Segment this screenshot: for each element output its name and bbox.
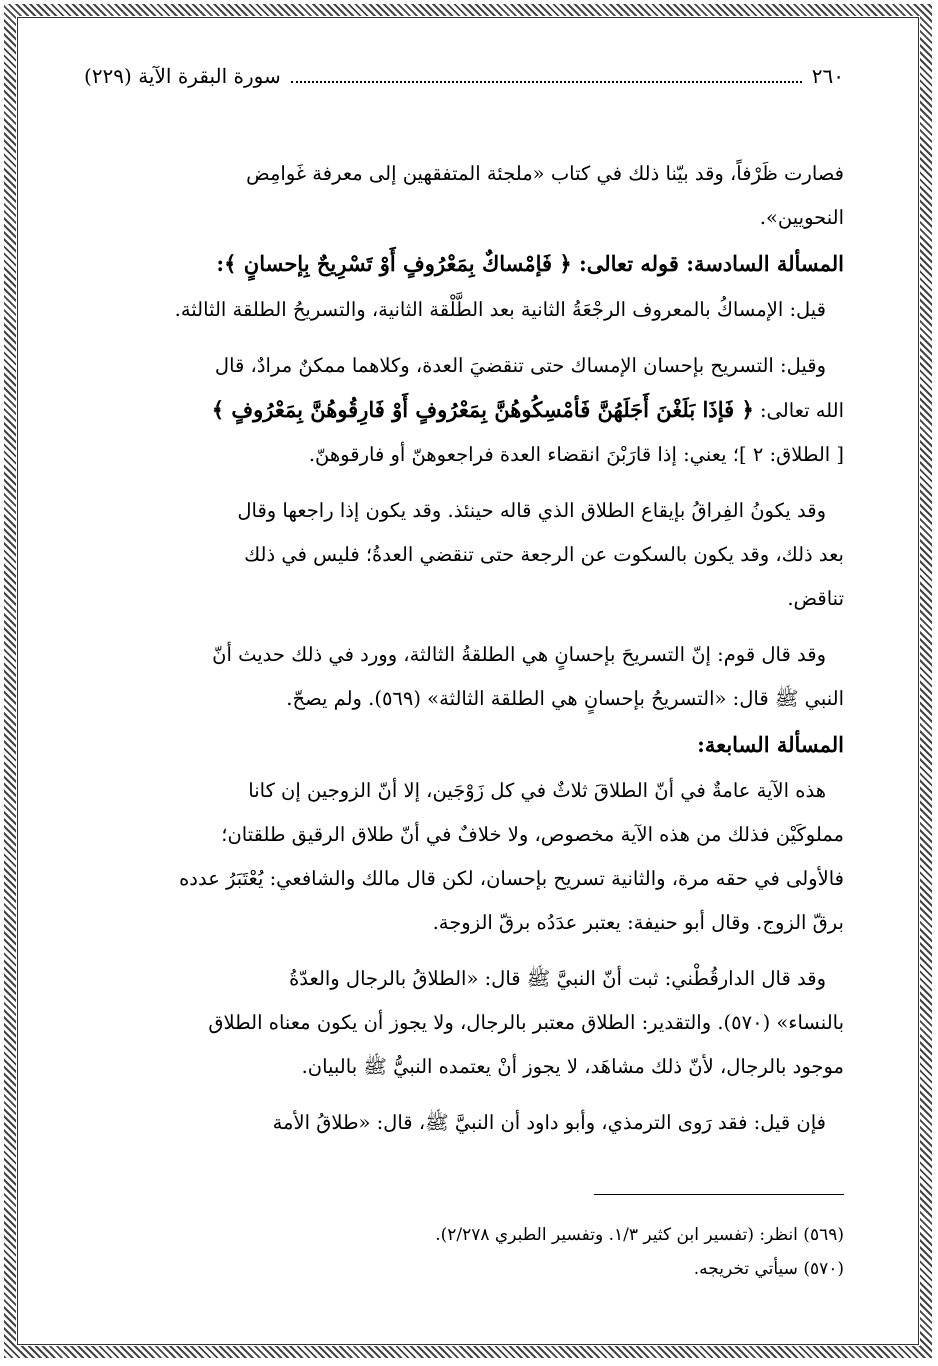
paragraph-line: فصارت ظَرْفاً، وقد بيّنا ذلك في كتاب «ملجئة المتفقهين إلى معرفة غَوامِض bbox=[246, 162, 844, 185]
paragraph-line: وقد يكونُ الفِراقُ بإيقاع الطلاق الذي قاله حينئذ. وقد يكون إذا راجعها وقال bbox=[237, 499, 826, 522]
paragraph-line: النبي ﷺ قال: «التسريحُ بإحسانٍ هي الطلقة الثالثة» (٥٦٩). ولم يصحّ. bbox=[286, 687, 844, 710]
quran-intro: الله تعالى: bbox=[759, 399, 844, 422]
paragraph-line: قيل: الإمساكُ بالمعروف الرجْعَةُ الثانية بعد الطَّلْقة الثانية، والتسريحُ الطلقة الثالثة. bbox=[174, 298, 826, 321]
paragraph-line: [ الطلاق: ٢ ]؛ يعني: إذا قارَبْنَ انقضاء العدة فراجعوهنّ أو فارقوهنّ. bbox=[308, 443, 844, 466]
paragraph-line: وقد قال قوم: إنّ التسريحَ بإحسانٍ هي الطلقةُ الثالثة، وورد في ذلك حديث أنّ bbox=[212, 643, 826, 666]
footnote-570: (٥٧٠) سيأتي تخريجه. bbox=[693, 1259, 844, 1279]
paragraph-line: مملوكَيْن فذلك من هذه الآية مخصوص، ولا خلافٌ في أنّ طلاق الرقيق طلقتان؛ bbox=[221, 823, 844, 846]
paragraph-line: فإن قيل: فقد رَوى الترمذي، وأبو داود أن النبيَّ ﷺ، قال: «طلاقُ الأمة bbox=[272, 1111, 826, 1134]
section-heading-7: المسألة السابعة: bbox=[697, 732, 844, 757]
page-number: ٢٦٠ bbox=[811, 64, 844, 88]
paragraph-line: تناقض. bbox=[787, 587, 844, 610]
paragraph-line: موجود بالرجال، لأنّ ذلك مشاهَد، لا يجوز أنْ يعتمده النبيُّ ﷺ بالبيان. bbox=[301, 1055, 844, 1078]
paragraph-line: النحويين». bbox=[759, 206, 844, 229]
section-heading-6: المسألة السادسة: قوله تعالى: ﴿ فَإمْساكٌ بِمَعْرُوفٍ أَوْ تَسْرِيحٌ بِإحسانٍ ﴾: bbox=[216, 251, 844, 276]
quran-verse: ﴿ فَإذَا بَلَغْنَ أَجَلَهُنَّ فَأمْسِكُوهُنَّ بِمَعْرُوفٍ أَوْ فَارِقُوهُنَّ بِمَعْرُوفٍ ﴾ bbox=[211, 397, 754, 422]
paragraph-line: هذه الآية عامةٌ في أنّ الطلاقَ ثلاثٌ في كل زَوْجَين، إلا أنّ الزوجين إن كانا bbox=[248, 779, 826, 802]
paragraph-line: وقيل: التسريح بإحسان الإمساك حتى تنقضيَ العدة، وكلاهما ممكنٌ مرادٌ، قال bbox=[214, 354, 826, 377]
paragraph-line: بعد ذلك، وقد يكون بالسكوت عن الرجعة حتى تنقضي العدةُ؛ فليس في ذلك bbox=[244, 543, 844, 566]
paragraph-line: وقد قال الدارقُطْني: ثبت أنّ النبيَّ ﷺ قال: «الطلاقُ بالرجال والعدّةُ bbox=[289, 967, 826, 990]
paragraph-line: بالنساء» (٥٧٠). والتقدير: الطلاق معتبر بالرجال، ولا يجوز أن يكون معناه الطلاق bbox=[208, 1011, 844, 1034]
footnote-569: (٥٦٩) انظر: (تفسير ابن كثير ١/٣. وتفسير الطبري ٢/٢٧٨). bbox=[435, 1225, 844, 1245]
paragraph-line-quran bbox=[84, 388, 844, 433]
paragraph-line: برقّ الزوج. وقال أبو حنيفة: يعتبر عدَدُه برقّ الزوجة. bbox=[432, 911, 844, 934]
header-dotted-leader bbox=[291, 69, 802, 83]
paragraph-line: فالأولى في حقه مرة، والثانية تسريح بإحسان، لكن قال مالك والشافعي: يُعْتَبَرُ عدده bbox=[179, 867, 844, 890]
running-title: سورة البقرة الآية (٢٢٩) bbox=[84, 64, 281, 88]
book-page bbox=[84, 58, 844, 1308]
page-header bbox=[84, 58, 844, 94]
footnotes bbox=[84, 1218, 844, 1286]
main-text bbox=[84, 152, 844, 1145]
footnote-separator bbox=[594, 1194, 844, 1195]
